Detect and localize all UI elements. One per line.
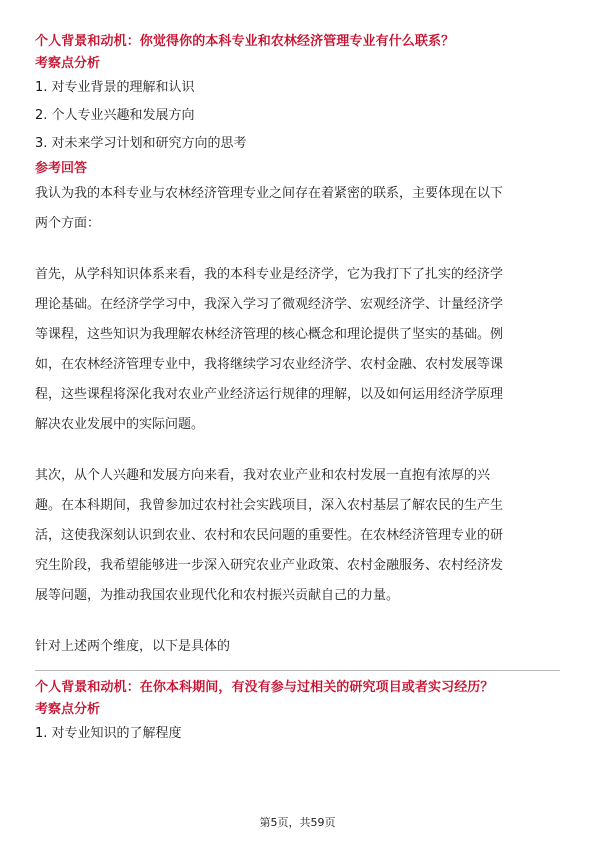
page-content (35, 31, 560, 748)
analysis-item: 1. 对专业背景的理解和认识 (35, 80, 195, 95)
answer-paragraph (35, 179, 560, 239)
paragraph-line: 程，这些课程将深化我对农业产业经济运行规律的理解，以及如何运用经济学原理 (35, 387, 504, 402)
paragraph-line: 其次，从个人兴趣和发展方向来看，我对农业产业和农村发展一直抱有浓厚的兴 (35, 468, 491, 483)
page-number-footer: 第5页，共59页 (259, 816, 336, 829)
question-title: 个人背景和动机：你觉得你的本科专业和农林经济管理专业有什么联系？ (35, 34, 455, 49)
answer-paragraph (35, 632, 560, 662)
paragraph-line: 解决农业发展中的实际问题。 (35, 417, 205, 432)
analysis-heading: 考察点分析 (35, 56, 101, 71)
section-divider (35, 670, 560, 671)
answer-heading: 参考回答 (35, 161, 88, 176)
question-title: 个人背景和动机：在你本科期间，有没有参与过相关的研究项目或者实习经历？ (35, 680, 494, 695)
analysis-item: 2. 个人专业兴趣和发展方向 (35, 108, 195, 123)
paragraph-line: 两个方面： (35, 216, 101, 231)
analysis-item: 1. 对专业知识的了解程度 (35, 726, 182, 741)
paragraph-line: 展等问题，为推动我国农业现代化和农村振兴贡献自己的力量。 (35, 588, 400, 603)
paragraph-line: 活，这使我深刻认识到农业、农村和农民问题的重要性。在农林经济管理专业的研 (35, 528, 504, 543)
analysis-heading: 考察点分析 (35, 702, 101, 717)
paragraph-line: 我认为我的本科专业与农林经济管理专业之间存在着紧密的联系，主要体现在以下 (35, 186, 504, 201)
analysis-item: 3. 对未来学习计划和研究方向的思考 (35, 136, 247, 151)
answer-paragraph (35, 461, 560, 611)
paragraph-line: 理论基础。在经济学学习中，我深入学习了微观经济学、宏观经济学、计量经济学 (35, 297, 504, 312)
paragraph-line: 等课程，这些知识为我理解农林经济管理的核心概念和理论提供了坚实的基础。例 (35, 327, 504, 342)
paragraph-line: 趣。在本科期间，我曾参加过农村社会实践项目，深入农村基层了解农民的生产生 (35, 498, 504, 513)
paragraph-line: 究生阶段，我希望能够进一步深入研究农业产业政策、农村金融服务、农村经济发 (35, 558, 504, 573)
paragraph-line: 首先，从学科知识体系来看，我的本科专业是经济学，它为我打下了扎实的经济学 (35, 267, 504, 282)
paragraph-line: 针对上述两个维度，以下是具体的 (35, 639, 231, 654)
answer-paragraph (35, 260, 560, 440)
paragraph-line: 如，在农林经济管理专业中，我将继续学习农业经济学、农村金融、农村发展等课 (35, 357, 504, 372)
